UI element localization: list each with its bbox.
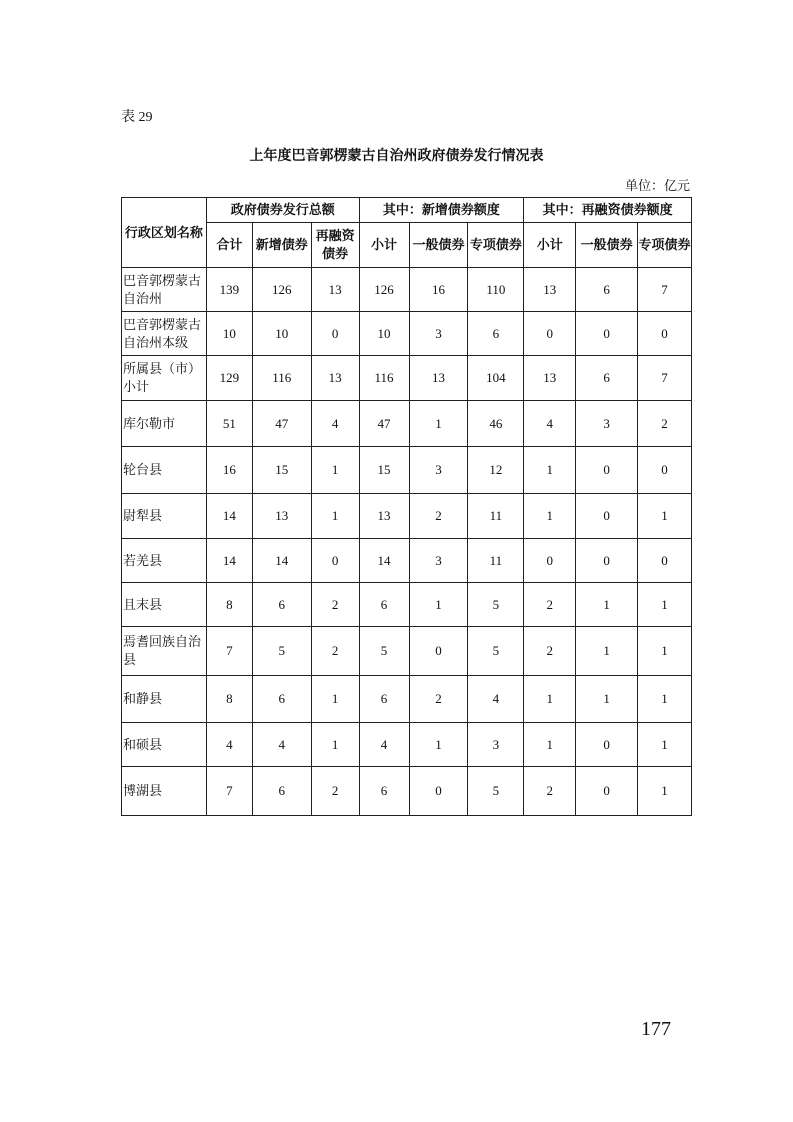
value-cell: 11 [468,494,524,539]
region-name-cell: 尉犁县 [122,494,207,539]
header-group-refinance: 其中：再融资债券额度 [524,198,692,223]
value-cell: 0 [576,312,638,356]
value-cell: 6 [576,356,638,401]
region-name-cell: 和硕县 [122,723,207,767]
value-cell: 1 [576,583,638,627]
subheader-cell: 专项债券 [638,223,692,268]
value-cell: 1 [311,494,359,539]
value-cell: 6 [468,312,524,356]
value-cell: 1 [311,447,359,494]
value-cell: 2 [524,583,576,627]
table-row [122,356,692,401]
value-cell: 0 [638,539,692,583]
value-cell: 4 [359,723,409,767]
value-cell: 2 [311,583,359,627]
value-cell: 15 [359,447,409,494]
table-row [122,494,692,539]
value-cell: 1 [524,447,576,494]
value-cell: 7 [638,356,692,401]
value-cell: 0 [638,447,692,494]
value-cell: 6 [359,676,409,723]
value-cell: 12 [468,447,524,494]
table-row [122,268,692,312]
value-cell: 8 [206,583,252,627]
value-cell: 0 [576,447,638,494]
value-cell: 110 [468,268,524,312]
value-cell: 0 [576,723,638,767]
value-cell: 7 [638,268,692,312]
value-cell: 4 [252,723,311,767]
value-cell: 1 [576,676,638,723]
value-cell: 2 [311,767,359,816]
table-row [122,447,692,494]
value-cell: 11 [468,539,524,583]
value-cell: 0 [524,312,576,356]
value-cell: 10 [252,312,311,356]
value-cell: 2 [409,676,468,723]
value-cell: 15 [252,447,311,494]
value-cell: 3 [576,401,638,447]
header-group-total: 政府债券发行总额 [206,198,359,223]
subheader-cell: 专项债券 [468,223,524,268]
value-cell: 7 [206,627,252,676]
value-cell: 14 [206,539,252,583]
value-cell: 46 [468,401,524,447]
value-cell: 14 [252,539,311,583]
value-cell: 10 [206,312,252,356]
value-cell: 5 [468,767,524,816]
value-cell: 126 [359,268,409,312]
value-cell: 16 [206,447,252,494]
value-cell: 1 [576,627,638,676]
table-label: 表 29 [121,110,153,125]
region-name-cell: 库尔勒市 [122,401,207,447]
value-cell: 1 [638,676,692,723]
value-cell: 1 [409,723,468,767]
value-cell: 2 [638,401,692,447]
region-name-cell: 若羌县 [122,539,207,583]
value-cell: 0 [576,539,638,583]
value-cell: 1 [638,627,692,676]
subheader-cell: 小计 [359,223,409,268]
region-name-cell: 巴音郭楞蒙古自治州本级 [122,312,207,356]
table-row [122,627,692,676]
value-cell: 3 [409,447,468,494]
value-cell: 1 [409,583,468,627]
value-cell: 13 [524,268,576,312]
header-region: 行政区划名称 [122,198,207,268]
value-cell: 3 [409,312,468,356]
value-cell: 13 [359,494,409,539]
value-cell: 116 [252,356,311,401]
unit-label: 单位：亿元 [624,178,690,193]
subheader-cell: 一般债券 [576,223,638,268]
value-cell: 47 [359,401,409,447]
header-group-new: 其中：新增债券额度 [359,198,524,223]
table-row [122,539,692,583]
value-cell: 0 [409,767,468,816]
value-cell: 51 [206,401,252,447]
table-row [122,583,692,627]
value-cell: 5 [252,627,311,676]
table-row [122,312,692,356]
value-cell: 4 [206,723,252,767]
region-name-cell: 巴音郭楞蒙古自治州 [122,268,207,312]
value-cell: 129 [206,356,252,401]
table-title: 上年度巴音郭楞蒙古自治州政府债券发行情况表 [249,149,544,164]
value-cell: 0 [576,494,638,539]
value-cell: 1 [524,494,576,539]
value-cell: 7 [206,767,252,816]
value-cell: 10 [359,312,409,356]
value-cell: 126 [252,268,311,312]
value-cell: 1 [311,723,359,767]
value-cell: 1 [638,583,692,627]
value-cell: 8 [206,676,252,723]
value-cell: 3 [468,723,524,767]
region-name-cell: 且末县 [122,583,207,627]
value-cell: 13 [524,356,576,401]
page-number: 177 [641,1018,671,1040]
region-name-cell: 和静县 [122,676,207,723]
value-cell: 6 [359,583,409,627]
subheader-cell: 合计 [206,223,252,268]
value-cell: 1 [638,723,692,767]
value-cell: 6 [252,767,311,816]
value-cell: 14 [206,494,252,539]
table-row [122,676,692,723]
value-cell: 5 [359,627,409,676]
value-cell: 2 [524,767,576,816]
value-cell: 4 [468,676,524,723]
value-cell: 104 [468,356,524,401]
table-row [122,401,692,447]
value-cell: 2 [409,494,468,539]
value-cell: 2 [311,627,359,676]
value-cell: 4 [311,401,359,447]
subheader-cell: 再融资债券 [311,223,359,268]
subheader-cell: 新增债券 [252,223,311,268]
value-cell: 0 [311,539,359,583]
value-cell: 5 [468,583,524,627]
value-cell: 3 [409,539,468,583]
value-cell: 13 [311,268,359,312]
value-cell: 0 [409,627,468,676]
value-cell: 14 [359,539,409,583]
value-cell: 13 [409,356,468,401]
value-cell: 16 [409,268,468,312]
value-cell: 1 [638,494,692,539]
value-cell: 139 [206,268,252,312]
value-cell: 4 [524,401,576,447]
value-cell: 5 [468,627,524,676]
table-row [122,723,692,767]
value-cell: 0 [638,312,692,356]
region-name-cell: 轮台县 [122,447,207,494]
value-cell: 1 [409,401,468,447]
table-row [122,767,692,816]
value-cell: 1 [524,676,576,723]
value-cell: 116 [359,356,409,401]
bond-issuance-table [121,197,692,816]
value-cell: 0 [311,312,359,356]
value-cell: 1 [311,676,359,723]
subheader-cell: 小计 [524,223,576,268]
region-name-cell: 博湖县 [122,767,207,816]
value-cell: 13 [311,356,359,401]
value-cell: 6 [252,583,311,627]
subheader-cell: 一般债券 [409,223,468,268]
value-cell: 0 [524,539,576,583]
value-cell: 13 [252,494,311,539]
value-cell: 6 [359,767,409,816]
region-name-cell: 焉耆回族自治县 [122,627,207,676]
value-cell: 2 [524,627,576,676]
value-cell: 6 [576,268,638,312]
region-name-cell: 所属县（市）小计 [122,356,207,401]
value-cell: 6 [252,676,311,723]
value-cell: 0 [576,767,638,816]
value-cell: 47 [252,401,311,447]
value-cell: 1 [524,723,576,767]
value-cell: 1 [638,767,692,816]
